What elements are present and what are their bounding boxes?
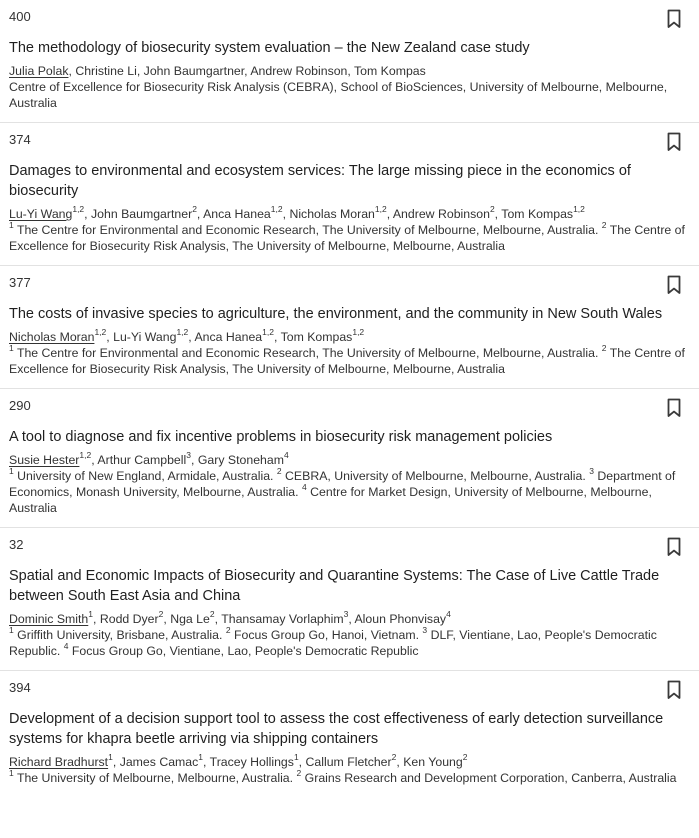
author-list: Susie Hester$^{1,2}$, Arthur Campbell$^3$, Gary Stoneham$^4$: [9, 449, 289, 467]
author-name: Tom Kompas: [501, 207, 574, 221]
affiliation-text: DLF, Vientiane, Lao, People's Democratic Republic.: [9, 628, 657, 658]
affiliation-text: The Centre of Excellence for Biosecurity Risk Analysis, The University of Melbourne, Melbourne, Australia: [9, 223, 685, 253]
abstract-entry: [0, 0, 699, 123]
author-affiliation-marker: 1: [108, 751, 113, 762]
affiliation-marker: 2: [296, 767, 302, 778]
affiliation-text: Department of Economics, Monash University, Melbourne, Australia.: [9, 469, 676, 499]
affiliation-marker: 3: [422, 624, 428, 635]
affiliation-text: The Centre for Environmental and Economic Research, The University of Melbourne, Melbourne, Australia.: [16, 346, 599, 360]
presenting-author[interactable]: Susie Hester: [9, 453, 80, 467]
bookmark-icon: [665, 132, 683, 152]
author-affiliation-marker: 2: [192, 203, 197, 214]
presenting-author[interactable]: Richard Bradhurst: [9, 755, 109, 769]
affiliation-marker: 1: [9, 219, 14, 230]
author-name: Andrew Robinson: [250, 64, 348, 78]
author-list: Richard Bradhurst$^1$, James Camac$^1$, Tracey Hollings$^1$, Callum Fletcher$^2$, Ken Young$^2$: [9, 751, 468, 769]
abstract-number: 32: [9, 537, 24, 552]
author-affiliation-marker: 2: [462, 751, 468, 762]
affiliation-marker: 1: [9, 465, 14, 476]
author-name: Nicholas Moran: [289, 207, 375, 221]
author-name: Callum Fletcher: [305, 755, 392, 769]
author-name: Thansamay Vorlaphim: [221, 612, 344, 626]
author-name: Gary Stoneham: [197, 453, 284, 467]
abstract-title[interactable]: Spatial and Economic Impacts of Biosecurity and Quarantine Systems: The Case of Live Cattle Trade between South East Asia and China: [9, 568, 660, 604]
author-name: John Baumgartner: [91, 207, 193, 221]
affiliation-text: CEBRA, University of Melbourne, Melbourne, Australia.: [285, 469, 586, 483]
abstract-title[interactable]: Development of a decision support tool to assess the cost effectiveness of early detection surveillance systems for khapra beetle arriving via shipping containers: [9, 711, 664, 747]
author-affiliation-marker: 1,2: [374, 203, 387, 214]
author-affiliation-marker: 1,2: [270, 203, 283, 214]
affiliation-list: [9, 219, 691, 254]
affiliation-text: University of New England, Armidale, Australia.: [17, 469, 274, 483]
affiliation-list: [9, 79, 691, 111]
affiliation-list: [9, 624, 691, 659]
author-affiliation-marker: 2: [391, 751, 397, 762]
author-name: Arthur Campbell: [97, 453, 187, 467]
presenting-author[interactable]: Dominic Smith: [9, 612, 89, 626]
abstract-entry: [0, 123, 699, 266]
affiliation-text: Griffith University, Brisbane, Australia.: [17, 628, 223, 642]
abstract-number: 377: [9, 275, 31, 290]
author-affiliation-marker: 4: [283, 449, 289, 460]
bookmark-icon: [665, 680, 683, 700]
affiliation-text: Grains Research and Development Corporation, Canberra, Australia: [304, 771, 677, 785]
abstract-title[interactable]: The methodology of biosecurity system evaluation – the New Zealand case study: [9, 40, 530, 56]
bookmark-button[interactable]: [665, 9, 683, 29]
author-affiliation-marker: 1,2: [72, 203, 85, 214]
affiliation-marker: 3: [589, 465, 594, 476]
author-affiliation-marker: 2: [489, 203, 495, 214]
affiliation-marker: 4: [63, 640, 69, 651]
author-list: Julia Polak, Christine Li, John Baumgartner, Andrew Robinson, Tom Kompas: [9, 64, 426, 78]
author-affiliation-marker: 2: [158, 608, 164, 619]
bookmark-button[interactable]: [665, 680, 683, 700]
abstract-number: 374: [9, 132, 31, 147]
author-name: Lu-Yi Wang: [113, 330, 177, 344]
bookmark-button[interactable]: [665, 275, 683, 295]
author-affiliation-marker: 1,2: [352, 326, 365, 337]
affiliation-text: The Centre of Excellence for Biosecurity Risk Analysis, The University of Melbourne, Melbourne, Australia: [9, 346, 685, 376]
author-affiliation-marker: 1,2: [573, 203, 585, 214]
affiliation-list: [9, 465, 691, 516]
abstract-title[interactable]: Damages to environmental and ecosystem services: The large missing piece in the economics of biosecurity: [9, 163, 631, 199]
author-name: James Camac: [119, 755, 199, 769]
affiliation-text: Centre for Market Design, University of Melbourne, Melbourne, Australia: [9, 485, 652, 515]
author-affiliation-marker: 2: [209, 608, 215, 619]
abstract-title[interactable]: A tool to diagnose and fix incentive problems in biosecurity risk management policies: [9, 429, 553, 445]
bookmark-icon: [665, 275, 683, 295]
presenting-author[interactable]: Nicholas Moran: [9, 330, 95, 344]
affiliation-marker: 2: [276, 465, 282, 476]
abstract-number: 394: [9, 680, 31, 695]
author-name: Nga Le: [170, 612, 210, 626]
presenting-author[interactable]: Julia Polak: [9, 64, 69, 78]
author-name: Aloun Phonvisay: [354, 612, 447, 626]
affiliation-marker: 2: [225, 624, 231, 635]
abstract-entry: [0, 528, 699, 671]
abstract-number: 290: [9, 398, 31, 413]
author-name: Tom Kompas: [354, 64, 426, 78]
author-affiliation-marker: 1: [88, 608, 93, 619]
author-name: Anca Hanea: [203, 207, 271, 221]
author-name: Anca Hanea: [194, 330, 263, 344]
author-affiliation-marker: 1: [198, 751, 204, 762]
presenting-author[interactable]: Lu-Yi Wang: [9, 207, 73, 221]
author-affiliation-marker: 1: [293, 751, 299, 762]
affiliation-text: The University of Melbourne, Melbourne, Australia.: [16, 771, 294, 785]
affiliation-list: [9, 342, 691, 377]
affiliation-marker: 4: [301, 481, 307, 492]
author-affiliation-marker: 1,2: [262, 326, 274, 337]
author-affiliation-marker: 3: [343, 608, 349, 619]
author-name: Christine Li: [75, 64, 137, 78]
affiliation-list: [9, 767, 691, 786]
abstract-entry: [0, 389, 699, 528]
author-affiliation-marker: 1,2: [176, 326, 189, 337]
author-name: John Baumgartner: [143, 64, 245, 78]
author-name: Rodd Dyer: [99, 612, 159, 626]
abstract-number: 400: [9, 9, 31, 24]
affiliation-marker: 1: [9, 624, 14, 635]
author-name: Tracey Hollings: [209, 755, 294, 769]
affiliation-text: Focus Group Go, Vientiane, Lao, People's Democratic Republic: [71, 644, 419, 658]
author-list: Nicholas Moran$^{1,2}$, Lu-Yi Wang$^{1,2}$, Anca Hanea$^{1,2}$, Tom Kompas$^{1,2}$: [9, 326, 365, 344]
bookmark-icon: [665, 398, 683, 418]
author-name: Andrew Robinson: [392, 207, 490, 221]
bookmark-button[interactable]: [665, 537, 683, 557]
abstract-entry: [0, 671, 699, 797]
abstract-title[interactable]: The costs of invasive species to agriculture, the environment, and the community in New South Wales: [9, 306, 663, 322]
affiliation-marker: 1: [9, 767, 14, 778]
bookmark-button[interactable]: [665, 132, 683, 152]
author-list: Lu-Yi Wang$^{1,2}$, John Baumgartner$^2$, Anca Hanea$^{1,2}$, Nicholas Moran$^{1,2}$, Andrew Robinson$^2$, Tom Kompas$^{1,2}$: [9, 203, 585, 221]
bookmark-button[interactable]: [665, 398, 683, 418]
author-affiliation-marker: 1,2: [94, 326, 107, 337]
author-affiliation-marker: 1,2: [79, 449, 92, 460]
bookmark-icon: [665, 9, 683, 29]
affiliation-marker: 2: [601, 219, 607, 230]
abstract-entry: [0, 266, 699, 389]
author-affiliation-marker: 3: [186, 449, 191, 460]
author-affiliation-marker: 4: [446, 608, 451, 619]
affiliation-text: Focus Group Go, Hanoi, Vietnam.: [234, 628, 419, 642]
bookmark-icon: [665, 537, 683, 557]
author-name: Tom Kompas: [280, 330, 353, 344]
affiliation-marker: 1: [9, 342, 14, 353]
affiliation-marker: 2: [601, 342, 607, 353]
affiliation-text: Centre of Excellence for Biosecurity Risk Analysis (CEBRA), School of BioSciences, University of Melbourne, Melbourne, Australia: [9, 80, 668, 110]
affiliation-text: The Centre for Environmental and Economic Research, The University of Melbourne, Melbourne, Australia.: [16, 223, 599, 237]
author-name: Ken Young: [403, 755, 463, 769]
author-list: Dominic Smith$^1$, Rodd Dyer$^2$, Nga Le$^2$, Thansamay Vorlaphim$^3$, Aloun Phonvisay$^4$: [9, 608, 451, 626]
